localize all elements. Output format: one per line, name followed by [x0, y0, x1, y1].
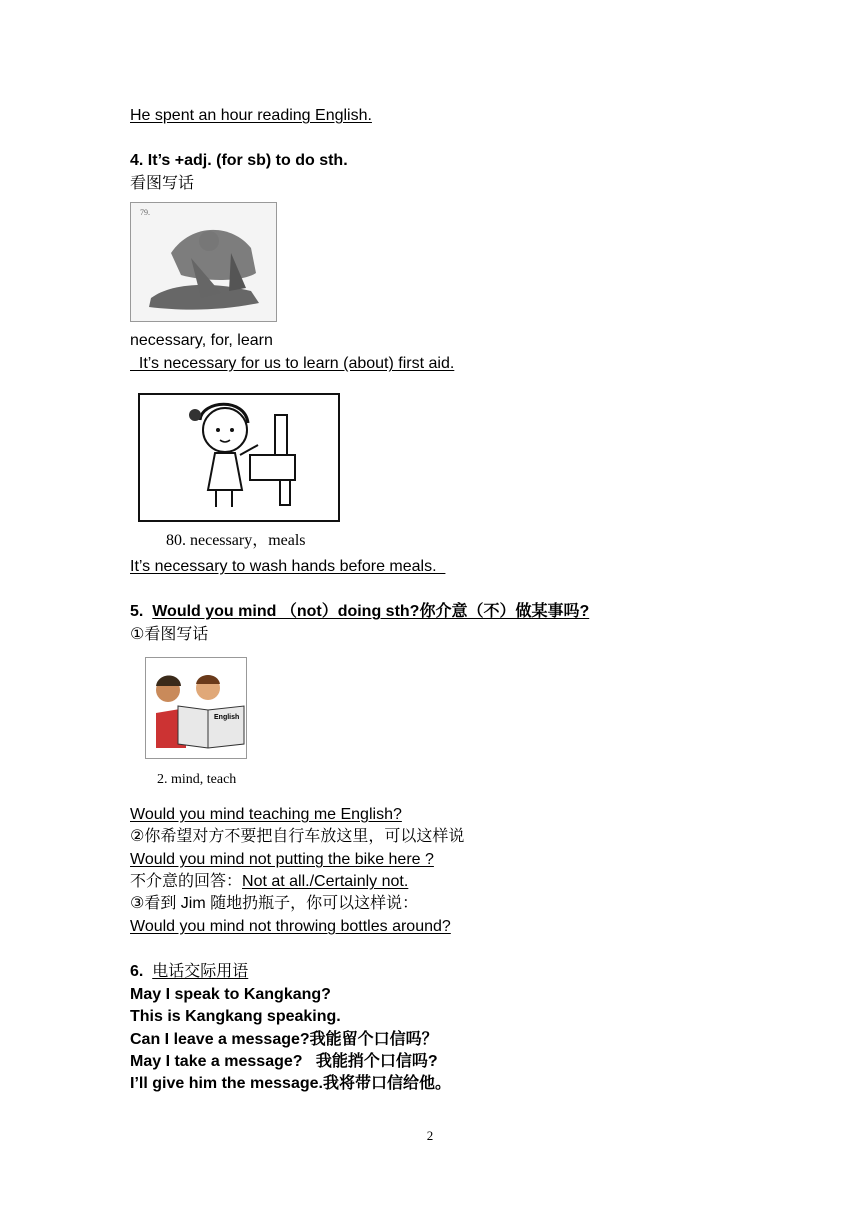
picture-caption: 80. necessary，meals — [166, 532, 306, 549]
picture-number: 79. — [140, 208, 150, 217]
section-5-sub2: ②你希望对方不要把自行车放这里，可以这样说 — [130, 828, 465, 845]
reading-picture — [145, 657, 247, 759]
section-5-heading-line — [130, 602, 589, 622]
q79-answer: It’s necessary for us to learn (about) first aid. — [130, 355, 455, 372]
section-6-heading-line — [130, 962, 248, 982]
section-5-heading: Would you mind （not）doing sth?你介意（不）做某事吗? — [152, 603, 590, 620]
section-6-heading: 电话交际用语 — [152, 963, 249, 980]
q79-words: necessary, for, learn — [130, 332, 273, 349]
reply-label: 不介意的回答： — [130, 873, 243, 890]
section-5-number: 5. — [130, 603, 144, 620]
phone-line-2: This is Kangkang speaking. — [130, 1008, 341, 1025]
s5-answer-3: Would you mind not throwing bottles around? — [130, 918, 451, 935]
section-4-heading: 4. It’s +adj. (for sb) to do sth. — [130, 152, 348, 169]
section-5-sub3: ③看到 Jim 随地扔瓶子，你可以这样说： — [130, 895, 419, 912]
handwashing-picture — [130, 385, 352, 551]
book-title: English — [214, 714, 240, 721]
page-number: 2 — [426, 1128, 434, 1143]
section-4-instruction: 看图写话 — [130, 175, 195, 192]
s5-answer-1: Would you mind teaching me English? — [130, 806, 402, 823]
section-5-sub1: ①看图写话 — [130, 626, 209, 643]
section-6-number: 6. — [130, 963, 144, 980]
reading-picture-caption: 2. mind, teach — [157, 772, 237, 787]
reply-answer: Not at all./Certainly not. — [242, 873, 409, 890]
first-aid-picture — [130, 202, 277, 322]
previous-answer: He spent an hour reading English. — [130, 107, 372, 124]
s5-answer-2: Would you mind not putting the bike here ? — [130, 851, 434, 868]
q80-answer: It’s necessary to wash hands before meals. — [130, 558, 446, 575]
reply-line — [130, 872, 408, 892]
phone-line-1: May I speak to Kangkang? — [130, 986, 331, 1003]
phone-line-3: Can I leave a message?我能留个口信吗？ — [130, 1031, 438, 1048]
phone-line-4: May I take a message? 我能捎个口信吗? — [130, 1053, 438, 1070]
phone-line-5: I’ll give him the message.我将带口信给他。 — [130, 1075, 451, 1092]
